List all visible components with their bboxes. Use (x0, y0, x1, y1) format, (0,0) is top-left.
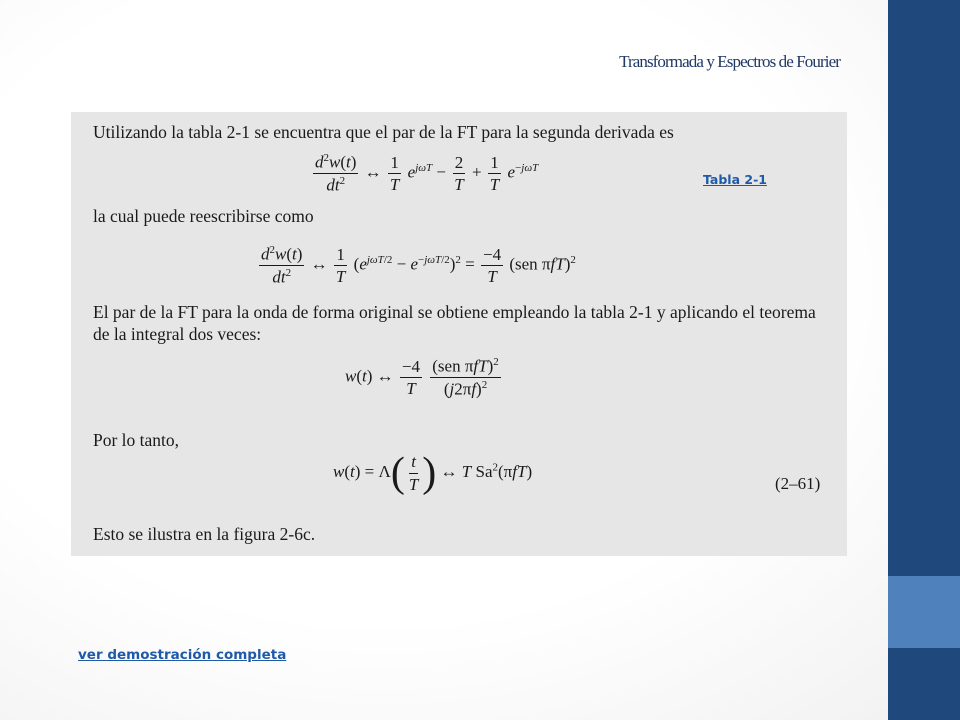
sidebar-accent-block (888, 576, 960, 648)
equation-second-derivative: $\frac{d^2w(t)}{dt^2}$ ↔ $\frac{1}{T}$ $e^{j\omega T}$ − $\frac{2}{T}$ + $\frac{1}{T}$ $e^{-j\omega T}$ (315, 152, 539, 195)
tabla-2-1-link[interactable]: Tabla 2-1 (703, 172, 767, 187)
equation-number: (2–61) (775, 474, 821, 493)
sidebar-dark-top (888, 0, 960, 576)
paragraph-original-line2: de la integral dos veces: (93, 324, 262, 344)
paragraph-intro: Utilizando la tabla 2-1 se encuentra que el par de la FT para la segunda derivada es (93, 122, 674, 142)
equation-rewritten: $\frac{d^2w(t)}{dt^2}$ ↔ $\frac{1}{T}$ $(e^{j\omega T/2} - e^{-j\omega T/2})^2$ = $\frac{-4}{T}$ (sen πfT)$^2$ (261, 244, 576, 287)
paragraph-figure-ref: Esto se ilustra en la figura 2-6c. (93, 524, 316, 544)
equation-original-pair: w(t) ↔ $\frac{-4}{T}$ $\frac{(sen \pi fT)^2}{(j2\pi f)^2}$ (345, 356, 499, 399)
paragraph-rewrite: la cual puede reescribirse como (93, 206, 314, 226)
slide-title: Transformada y Espectros de Fourier (619, 52, 840, 71)
equation-triangle-result: w(t) = Λ( $\frac{t}{T}$ ) ↔ T Sa$^2$(πfT) (333, 450, 533, 497)
full-demo-link[interactable]: ver demostración completa (78, 647, 287, 663)
paragraph-therefore: Por lo tanto, (93, 430, 180, 450)
paragraph-original-line1: El par de la FT para la onda de forma original se obtiene empleando la tabla 2-1 y aplicando el teorema (93, 302, 816, 322)
sidebar-dark-bottom (888, 648, 960, 720)
